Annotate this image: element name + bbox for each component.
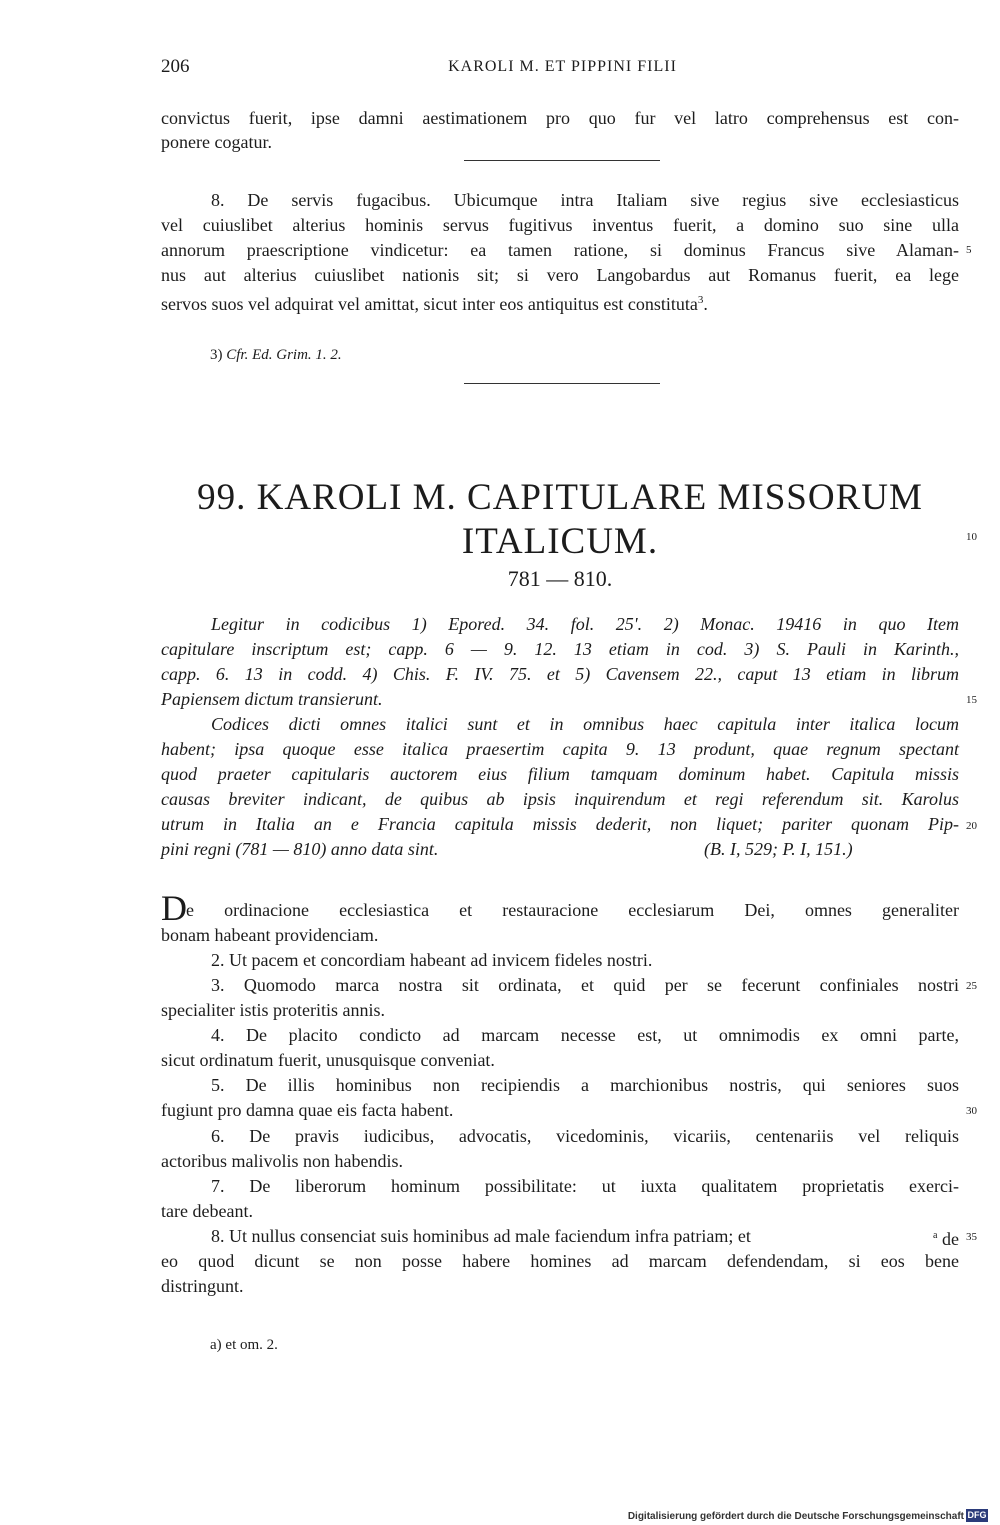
intro-line-3: capp. 6. 13 in codd. 4) Chis. F. IV. 75. et 5) Cavensem 22., caput 13 etiam in librum — [161, 664, 959, 684]
footnote-divider — [464, 383, 660, 384]
margin-line-number: 30 — [966, 1105, 977, 1117]
c3-line-2: specialiter istis proteritis annis. — [161, 1000, 385, 1020]
margin-line-number: 10 — [966, 531, 977, 543]
c7-line-2: tare debeant. — [161, 1201, 253, 1221]
c8-line-2: eo quod dicunt se non posse habere homines ad marcam defendendam, si eos bene — [161, 1251, 959, 1271]
c1-line-1: e ordinacione ecclesiastica et restauracione ecclesiarum Dei, omnes generaliter — [186, 900, 959, 920]
intro-line-1: Legitur in codicibus 1) Epored. 34. fol. 25'. 2) Monac. 19416 in quo Item — [211, 614, 959, 634]
c6-line-1: 6. De pravis iudicibus, advocatis, vicedominis, vicariis, centenariis vel reliquis — [211, 1126, 959, 1146]
prev-line-2: ponere cogatur. — [161, 132, 272, 152]
section-title: 99. KAROLI M. CAPITULARE MISSORUM — [197, 477, 923, 518]
margin-line-number: 5 — [966, 244, 972, 256]
c5-line-2: fugiunt pro damna quae eis facta habent. — [161, 1100, 454, 1120]
c7-line-1: 7. De liberorum hominum possibilitate: ut iuxta qualitatem proprietatis exerci- — [211, 1176, 959, 1196]
prev-c8-line-4: nus aut alterius cuiuslibet nationis sit; si vero Langobardus aut Romanus fuerit, ea lege — [161, 265, 959, 285]
dfg-logo: DFG — [967, 1510, 987, 1520]
running-title: KAROLI M. ET PIPPINI FILII — [448, 58, 677, 75]
c2-line-1: 2. Ut pacem et concordiam habeant ad invicem fideles nostri. — [211, 950, 653, 970]
margin-line-number: 15 — [966, 694, 977, 706]
intro-line-2: capitulare inscriptum est; capp. 6 — 9. 12. 13 etiam in cod. 3) S. Pauli in Karinth., — [161, 639, 959, 659]
intro-p2-line-6: pini regni (781 — 810) anno data sint. — [161, 839, 439, 859]
section-dates: 781 — 810. — [507, 566, 613, 591]
c8-line-1: 8. Ut nullus consenciat suis hominibus ad male faciendum infra patriam; et $^a$ de — [211, 1226, 959, 1249]
c3-line-1: 3. Quomodo marca nostra sit ordinata, et quid per se fecerunt confiniales nostri — [211, 975, 959, 995]
digitization-credit: Digitalisierung gefördert durch die Deutsche Forschungsgemeinschaft — [627, 1511, 964, 1522]
initial-letter: D — [161, 888, 187, 928]
intro-reference: (B. I, 529; P. I, 151.) — [704, 839, 853, 859]
intro-line-4: Papiensem dictum transierunt. — [161, 689, 383, 709]
prev-c8-line-1: 8. De servis fugacibus. Ubicumque intra Italiam sive regius sive ecclesiasticus — [211, 190, 959, 210]
intro-p2-line-2: habent; ipsa quoque esse italica praesertim capita 9. 13 produnt, quae regnum spectant — [161, 739, 959, 759]
prev-c8-line-2: vel cuiuslibet alterius hominis servus fugitivus inventus fuerit, a domino suo sine ulla — [161, 215, 959, 235]
section-title-2: ITALICUM. — [461, 521, 659, 562]
page-number: 206 — [161, 56, 190, 77]
intro-p2-line-1: Codices dicti omnes italici sunt et in omnibus haec capitula inter italica locum — [211, 714, 959, 734]
c4-line-2: sicut ordinatum fuerit, unusquisque conveniat. — [161, 1050, 495, 1070]
intro-p2-line-5: utrum in Italia an e Francia capitula missis dederit, non liquet; pariter quonam Pip- — [161, 814, 959, 834]
margin-line-number: 20 — [966, 820, 977, 832]
c5-line-1: 5. De illis hominibus non recipiendis a marchionibus nostris, qui seniores suos — [211, 1075, 959, 1095]
section-divider — [464, 160, 660, 161]
c4-line-1: 4. De placito condicto ad marcam necesse est, ut omnimodis ex omni parte, — [211, 1025, 959, 1045]
prev-line-1: convictus fuerit, ipse damni aestimationem pro quo fur vel latro comprehensus est con- — [161, 108, 959, 128]
footnote-a: a) et om. 2. — [210, 1337, 278, 1353]
c1-line-2: bonam habeant providenciam. — [161, 925, 379, 945]
intro-p2-line-4: causas breviter indicant, de quibus ab ipsis inquirendum et regi referendum sit. Karolus — [161, 789, 959, 809]
prev-c8-line-5: servos suos vel adquirat vel amittat, sicut inter eos antiquitus est constituta$^3$. — [161, 294, 708, 314]
intro-p2-line-3: quod praeter capitularis auctorem eius filium tamquam dominum habet. Capitula missis — [161, 764, 959, 784]
margin-line-number: 25 — [966, 980, 977, 992]
footnote-3: 3) Cfr. Ed. Grim. 1. 2. — [210, 347, 342, 363]
c6-line-2: actoribus malivolis non habendis. — [161, 1151, 403, 1171]
c8-line-3: distringunt. — [161, 1276, 244, 1296]
margin-line-number: 35 — [966, 1231, 977, 1243]
prev-c8-line-3: annorum praescriptione vindicetur: ea tamen ratione, si dominus Francus sive Alaman- — [161, 240, 959, 260]
